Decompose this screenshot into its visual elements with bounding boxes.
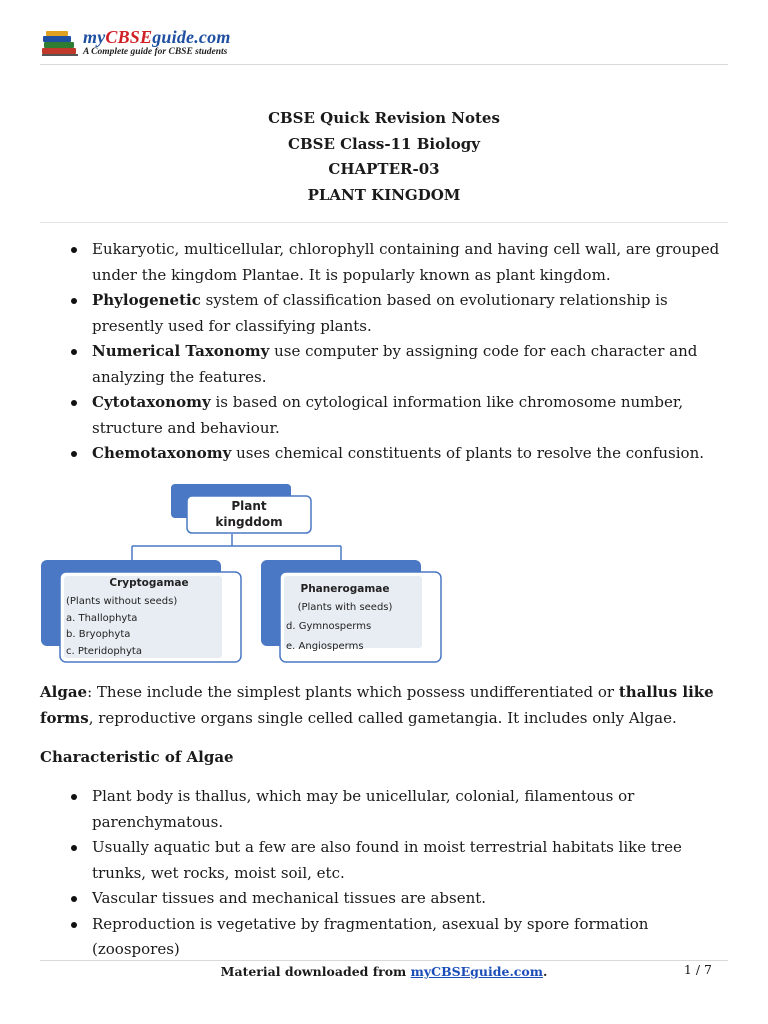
- list-item: Cytotaxonomy is based on cytological information like chromosome number, structure and behaviour.: [40, 390, 728, 441]
- doc-chapter-name: PLANT KINGDOM: [307, 185, 461, 204]
- list-item: Plant body is thallus, which may be unicellular, colonial, filamentous or parenchymatous.: [40, 784, 728, 835]
- footer-divider: [40, 960, 728, 961]
- page-header: [40, 22, 728, 65]
- list-item: Phylogenetic system of classification based on evolutionary relationship is presently used for classifying plants.: [40, 288, 728, 339]
- list-item: c. Pteridophyta: [66, 646, 142, 657]
- list-item: a. Thallophyta: [66, 613, 138, 624]
- title-divider: [40, 222, 728, 223]
- list-item: e. Angiosperms: [286, 641, 364, 652]
- title-block: [40, 106, 728, 208]
- cryptogamae-subtitle: (Plants without seeds): [66, 596, 178, 607]
- phanerogamae-subtitle: (Plants with seeds): [297, 602, 393, 613]
- site-logo[interactable]: [40, 26, 231, 60]
- phanerogamae-node: [261, 560, 441, 662]
- list-item: Chemotaxonomy uses chemical constituents of plants to resolve the confusion.: [40, 441, 728, 467]
- footer-link[interactable]: myCBSEguide.com: [410, 964, 543, 979]
- plant-kingdom-diagram: [40, 482, 444, 666]
- cryptogamae-node: [41, 560, 241, 662]
- doc-chapter: CHAPTER-03: [328, 160, 440, 178]
- root-label-line1: Plant: [231, 499, 267, 513]
- logo-wordmark: myCBSEguide.com: [83, 27, 231, 48]
- list-item: Vascular tissues and mechanical tissues are absent.: [40, 886, 728, 912]
- root-label-line2: kingddom: [215, 515, 283, 529]
- algae-paragraph: Algae: These include the simplest plants which possess undifferentiated or thallus like forms, reproductive organs single celled called gametangia. It includes only Algae.: [40, 683, 714, 727]
- doc-title: CBSE Quick Revision Notes: [268, 109, 500, 127]
- root-node: [171, 484, 311, 533]
- list-item: Eukaryotic, multicellular, chlorophyll containing and having cell wall, are grouped under the kingdom Plantae. It is popularly known as plant kingdom.: [40, 237, 728, 288]
- list-item: b. Bryophyta: [66, 629, 131, 640]
- intro-bullet-list: [40, 237, 728, 467]
- books-logo-icon: [40, 28, 80, 58]
- cryptogamae-title: Cryptogamae: [109, 577, 189, 589]
- footer-text: Material downloaded from myCBSEguide.com.: [220, 964, 548, 979]
- list-item: Numerical Taxonomy use computer by assigning code for each character and analyzing the features.: [40, 339, 728, 390]
- page-footer: [40, 962, 728, 982]
- list-item: d. Gymnosperms: [286, 621, 372, 632]
- doc-class: CBSE Class-11 Biology: [288, 134, 480, 153]
- diagram-connectors: [132, 534, 341, 560]
- page-number: 1 / 7: [683, 962, 712, 977]
- logo-tagline: A Complete guide for CBSE students: [83, 47, 228, 58]
- phanerogamae-title: Phanerogamae: [300, 583, 390, 595]
- section-heading: Characteristic of Algae: [40, 748, 234, 766]
- list-item: Usually aquatic but a few are also found in moist terrestrial habitats like tree trunks, wet rocks, moist soil, etc.: [40, 835, 728, 886]
- algae-bullet-list: [40, 784, 728, 963]
- list-item: Reproduction is vegetative by fragmentation, asexual by spore formation (zoospores): [40, 912, 728, 963]
